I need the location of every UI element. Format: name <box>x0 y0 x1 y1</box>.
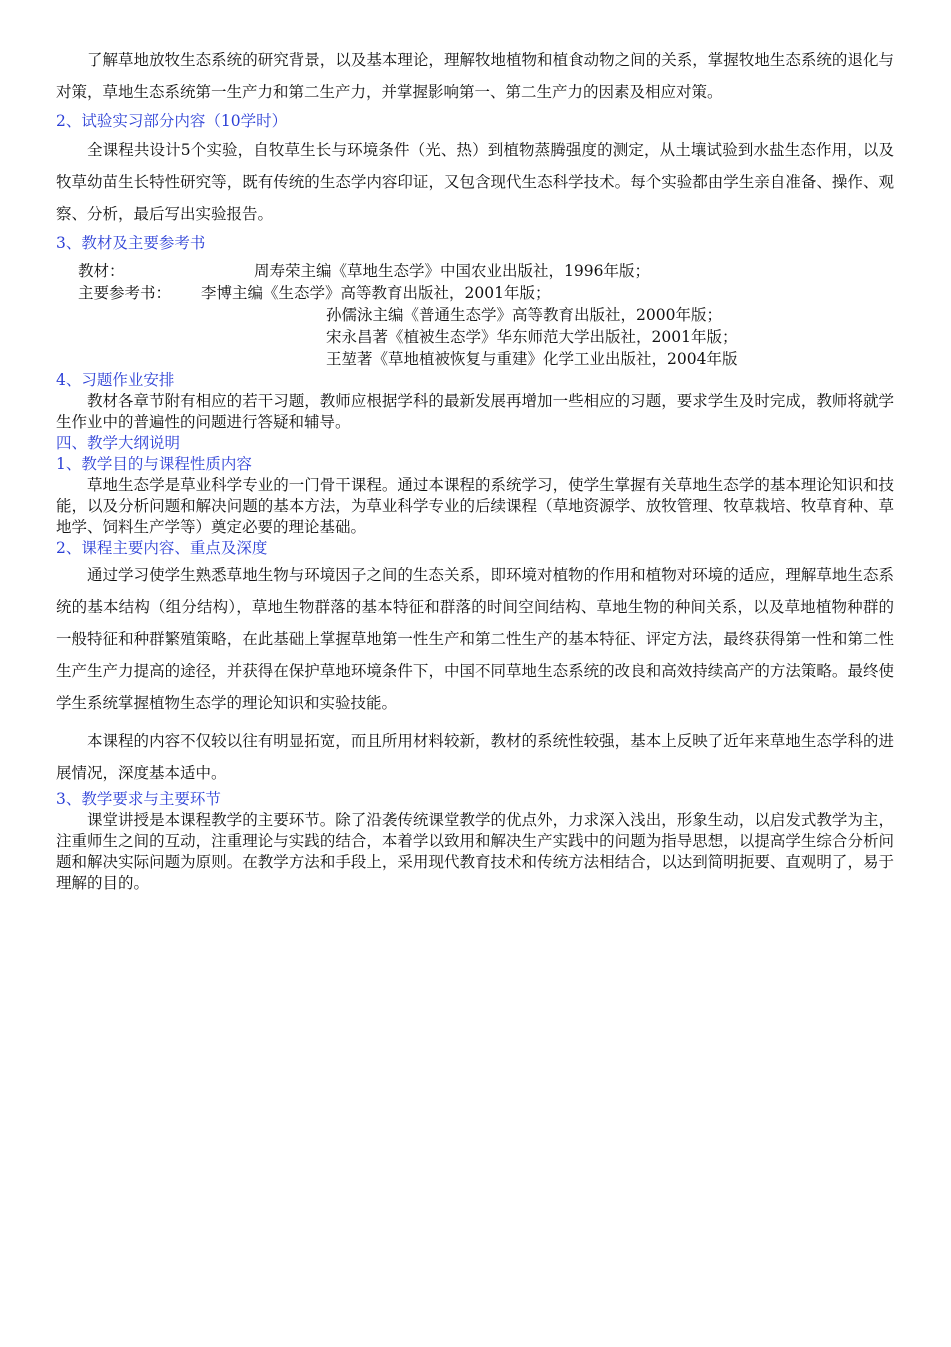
textbook-list <box>56 260 894 370</box>
purpose-paragraph: 草地生态学是草业科学专业的一门骨干课程。通过本课程的系统学习，使学生掌握有关草地生态学的基本理论知识和技能，以及分析问题和解决问题的基本方法，为草业科学专业的后续课程（草地资源学、放牧管理、牧草栽培、牧草育种、草地学、饲料生产学等）奠定必要的理论基础。 <box>56 476 894 536</box>
main-content-paragraph-2: 本课程的内容不仅较以往有明显拓宽，而且所用材料较新，教材的系统性较强，基本上反映了近年来草地生态学科的进展情况，深度基本适中。 <box>56 732 894 782</box>
section-heading-main-content: 2、课程主要内容、重点及深度 <box>56 539 268 557</box>
section-heading-exercises: 4、习题作业安排 <box>56 371 175 389</box>
section-heading-experiments: 2、试验实习部分内容（10学时） <box>56 112 288 130</box>
reference-row <box>56 282 894 304</box>
experiments-paragraph: 全课程共设计5个实验，自牧草生长与环境条件（光、热）到植物蒸腾强度的测定，从土壤试验到水盐生态作用，以及牧草幼苗生长特性研究等，既有传统的生态学内容印证，又包含现代生态科学技术。每个实验都由学生亲自准备、操作、观察、分析，最后写出实验报告。 <box>56 141 894 223</box>
main-content-paragraph: 通过学习使学生熟悉草地生物与环境因子之间的生态关系，即环境对植物的作用和植物对环境的适应，理解草地生态系统的基本结构（组分结构），草地生物群落的基本特征和群落的时间空间结构、草地生物的种间关系，以及草地植物种群的一般特征和种群繁殖策略，在此基础上掌握草地第一性生产和第二性生产的基本特征、评定方法，最终获得第一性和第二性生产生产力提高的途径，并获得在保护草地环境条件下，中国不同草地生态系统的改良和高效持续高产的方法策略。最终使学生系统掌握植物生态学的理论知识和实验技能。 <box>56 566 894 712</box>
section-heading-textbooks: 3、教材及主要参考书 <box>56 234 206 252</box>
textbook-entry: 周寿荣主编《草地生态学》中国农业出版社，1996年版； <box>254 262 650 280</box>
reference-entry: 王堃著《草地植被恢复与重建》化学工业出版社，2004年版 <box>326 350 738 368</box>
reference-entry: 孙儒泳主编《普通生态学》高等教育出版社，2000年版； <box>326 306 722 324</box>
reference-entry: 李博主编《生态学》高等教育出版社，2001年版； <box>201 284 551 302</box>
references-label: 主要参考书： <box>78 284 172 302</box>
exercises-paragraph: 教材各章节附有相应的若干习题，教师应根据学科的最新发展再增加一些相应的习题，要求学生及时完成，教师将就学生作业中的普遍性的问题进行答疑和辅导。 <box>56 392 894 431</box>
textbook-row <box>56 260 894 282</box>
grazing-ecosystem-paragraph: 了解草地放牧生态系统的研究背景，以及基本理论，理解牧地植物和植食动物之间的关系，掌握牧地生态系统的退化与对策，草地生态系统第一生产力和第二生产力，并掌握影响第一、第二生产力的因素及相应对策。 <box>56 51 894 101</box>
section-heading-requirements: 3、教学要求与主要环节 <box>56 790 221 808</box>
part-heading-syllabus-notes: 四、教学大纲说明 <box>56 434 181 452</box>
textbook-label: 教材： <box>78 262 125 280</box>
section-heading-purpose: 1、教学目的与课程性质内容 <box>56 455 252 473</box>
requirements-paragraph: 课堂讲授是本课程教学的主要环节。除了沿袭传统课堂教学的优点外，力求深入浅出，形象生动，以启发式教学为主，注重师生之间的互动，注重理论与实践的结合，本着学以致用和解决生产实践中的问题为指导思想，以提高学生综合分析问题和解决实际问题为原则。在教学方法和手段上，采用现代教育技术和传统方法相结合，以达到简明扼要、直观明了，易于理解的目的。 <box>56 811 894 892</box>
document-page <box>56 44 894 894</box>
reference-entry: 宋永昌著《植被生态学》华东师范大学出版社，2001年版； <box>326 328 738 346</box>
